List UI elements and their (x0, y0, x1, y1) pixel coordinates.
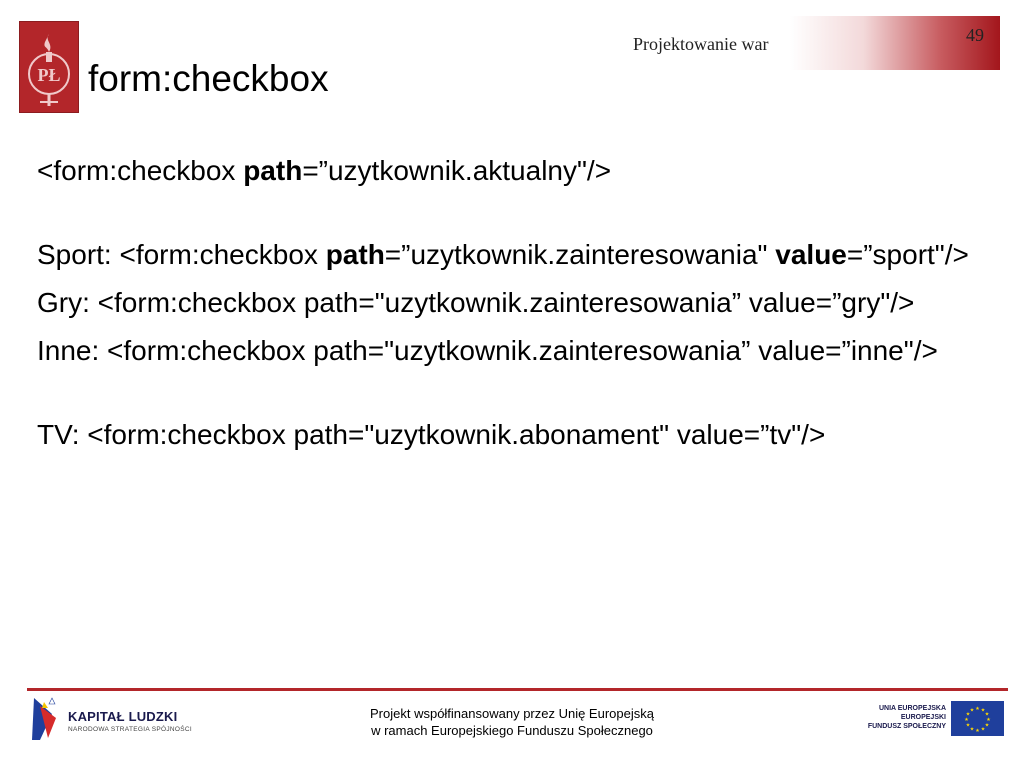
slide-content (37, 150, 977, 455)
eu-flag-icon (951, 701, 1004, 736)
eu-label-line-1: UNIA EUROPEJSKA (878, 705, 946, 712)
code-text: =”sport"/> (846, 239, 969, 270)
logo-text: PŁ (37, 65, 61, 85)
kapital-ludzki-title: KAPITAŁ LUDZKI (68, 709, 178, 724)
eu-star: ★ (986, 717, 991, 723)
code-line-aktualny (37, 150, 977, 191)
footer-divider (27, 688, 1008, 691)
footer-line-1: Projekt współfinansowany przez Unię Europejską (370, 706, 654, 721)
eu-star: ★ (984, 711, 990, 718)
eu-stars-icon (951, 701, 1004, 736)
eu-star: ★ (969, 707, 975, 714)
slide-title: form:checkbox (88, 58, 329, 99)
eu-star: ★ (984, 722, 990, 729)
code-text: <form:checkbox (37, 155, 244, 186)
eu-star: ★ (980, 726, 986, 733)
eu-label-line-2: EUROPEJSKI (900, 714, 946, 721)
eu-label-line-3: FUNDUSZ SPOŁECZNY (867, 723, 946, 730)
eu-star: ★ (980, 707, 986, 714)
university-emblem-icon (20, 22, 78, 112)
university-logo (19, 21, 79, 113)
code-line-inne: Inne: <form:checkbox path="uzytkownik.zainteresowania” value=”inne"/> (37, 335, 938, 366)
code-text: Sport: <form:checkbox (37, 239, 326, 270)
eu-star: ★ (965, 722, 971, 729)
code-line-gry: Gry: <form:checkbox path="uzytkownik.zainteresowania” value=”gry"/> (37, 287, 915, 318)
code-keyword: value (775, 239, 847, 270)
kapital-ludzki-subtitle: NARODOWA STRATEGIA SPÓJNOŚCI (68, 726, 192, 733)
eu-star: ★ (969, 726, 975, 733)
code-keyword: path (243, 155, 303, 186)
kapital-ludzki-emblem-icon (30, 694, 70, 744)
eu-fund-label (856, 704, 946, 731)
page-number: 49 (966, 25, 984, 45)
code-line-sport (37, 234, 977, 275)
code-keyword: path (325, 239, 385, 270)
eu-star: ★ (964, 717, 969, 723)
course-name: Projektowanie war (633, 34, 769, 54)
eu-star: ★ (975, 728, 980, 734)
eu-star: ★ (965, 711, 971, 718)
code-line-tv: TV: <form:checkbox path="uzytkownik.abonament" value=”tv"/> (37, 419, 826, 450)
eu-star: ★ (975, 706, 980, 712)
footer-line-2: w ramach Europejskiego Funduszu Społecznego (371, 723, 653, 738)
footer-cofinancing-note (312, 705, 712, 739)
code-text: =”uzytkownik.zainteresowania" (384, 239, 776, 270)
code-text: =”uzytkownik.aktualny"/> (302, 155, 612, 186)
